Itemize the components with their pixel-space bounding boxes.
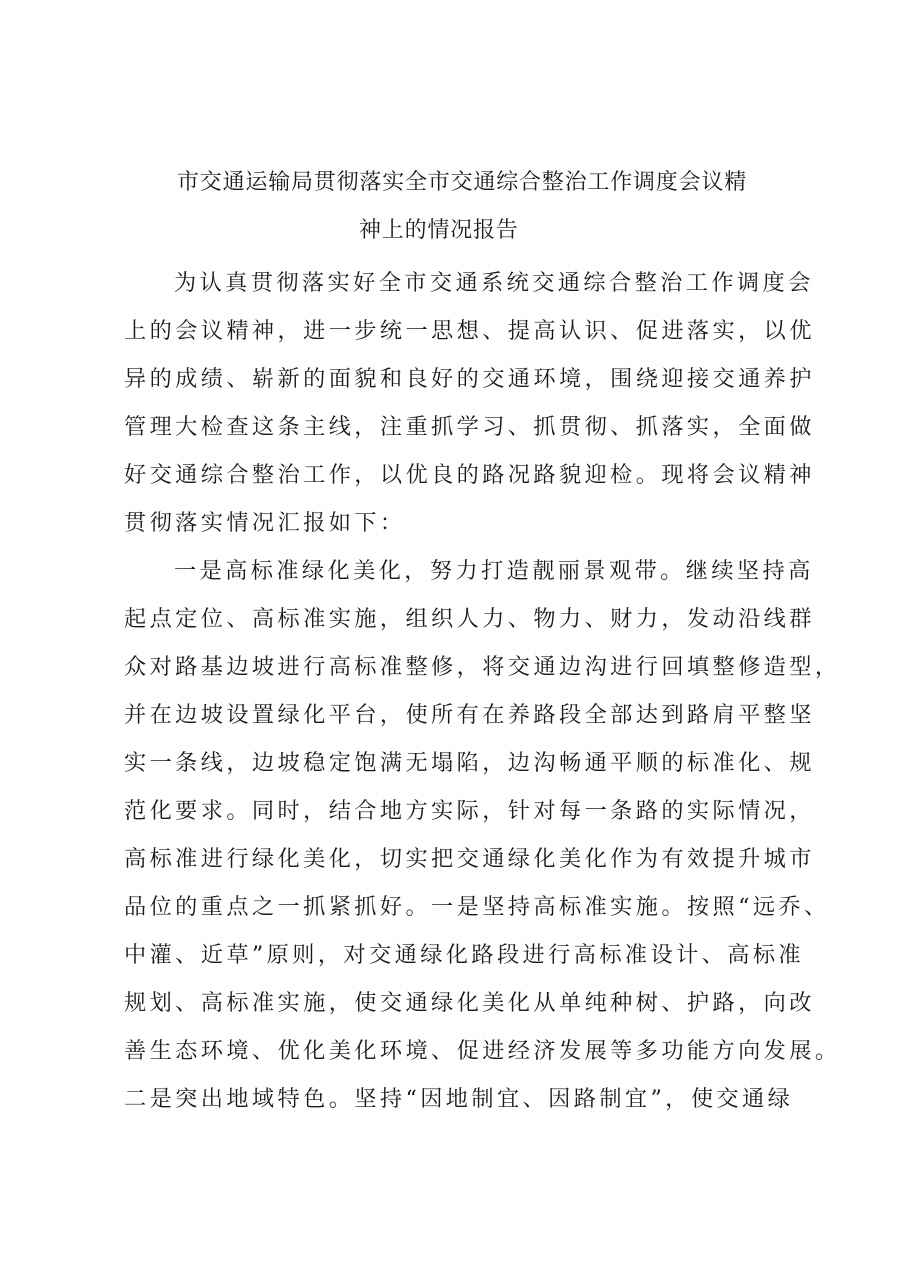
paragraph-2-line-7: 高标准进行绿化美化，切实把交通绿化美化作为有效提升城市 xyxy=(124,846,815,872)
paragraph-1-line-1: 为认真贯彻落实好全市交通系统交通综合整治工作调度会 xyxy=(174,270,814,296)
document-title-line-2: 神上的情况报告 xyxy=(359,218,519,243)
paragraph-1-line-5: 好交通综合整治工作，以优良的路况路貌迎检。现将会议精神 xyxy=(124,462,815,488)
paragraph-1-line-4: 管理大检查这条主线，注重抓学习、抓贯彻、抓落实，全面做 xyxy=(124,414,815,440)
paragraph-2-line-1: 一是高标准绿化美化，努力打造靓丽景观带。继续坚持高 xyxy=(174,558,814,584)
paragraph-2-line-3: 众对路基边坡进行高标准整修，将交通边沟进行回填整修造型， xyxy=(124,654,841,680)
paragraph-1-line-3: 异的成绩、崭新的面貌和良好的交通环境，围绕迎接交通养护 xyxy=(124,366,815,392)
paragraph-2-line-5: 实一条线，边坡稳定饱满无塌陷，边沟畅通平顺的标准化、规 xyxy=(124,750,815,776)
paragraph-2-line-9: 中灌、近草”原则，对交通绿化路段进行高标准设计、高标准 xyxy=(124,942,805,968)
paragraph-1-line-6: 贯彻落实情况汇报如下： xyxy=(124,510,406,536)
paragraph-2-line-4: 并在边坡设置绿化平台，使所有在养路段全部达到路肩平整坚 xyxy=(124,702,815,728)
paragraph-2-line-6: 范化要求。同时，结合地方实际，针对每一条路的实际情况， xyxy=(124,798,815,824)
document-title-line-1: 市交通运输局贯彻落实全市交通综合整治工作调度会议精 xyxy=(177,170,748,195)
paragraph-2-line-8: 品位的重点之一抓紧抓好。一是坚持高标准实施。按照“远乔、 xyxy=(124,894,830,920)
paragraph-1-line-2: 上的会议精神，进一步统一思想、提高认识、促进落实，以优 xyxy=(124,318,815,344)
paragraph-2-line-11: 善生态环境、优化美化环境、促进经济发展等多功能方向发展。 xyxy=(124,1038,841,1064)
paragraph-2-line-2: 起点定位、高标准实施，组织人力、物力、财力，发动沿线群 xyxy=(124,606,815,632)
paragraph-2-line-12: 二是突出地域特色。坚持“因地制宜、因路制宜”，使交通绿 xyxy=(124,1086,794,1112)
paragraph-2-line-10: 规划、高标准实施，使交通绿化美化从单纯种树、护路，向改 xyxy=(124,990,815,1016)
